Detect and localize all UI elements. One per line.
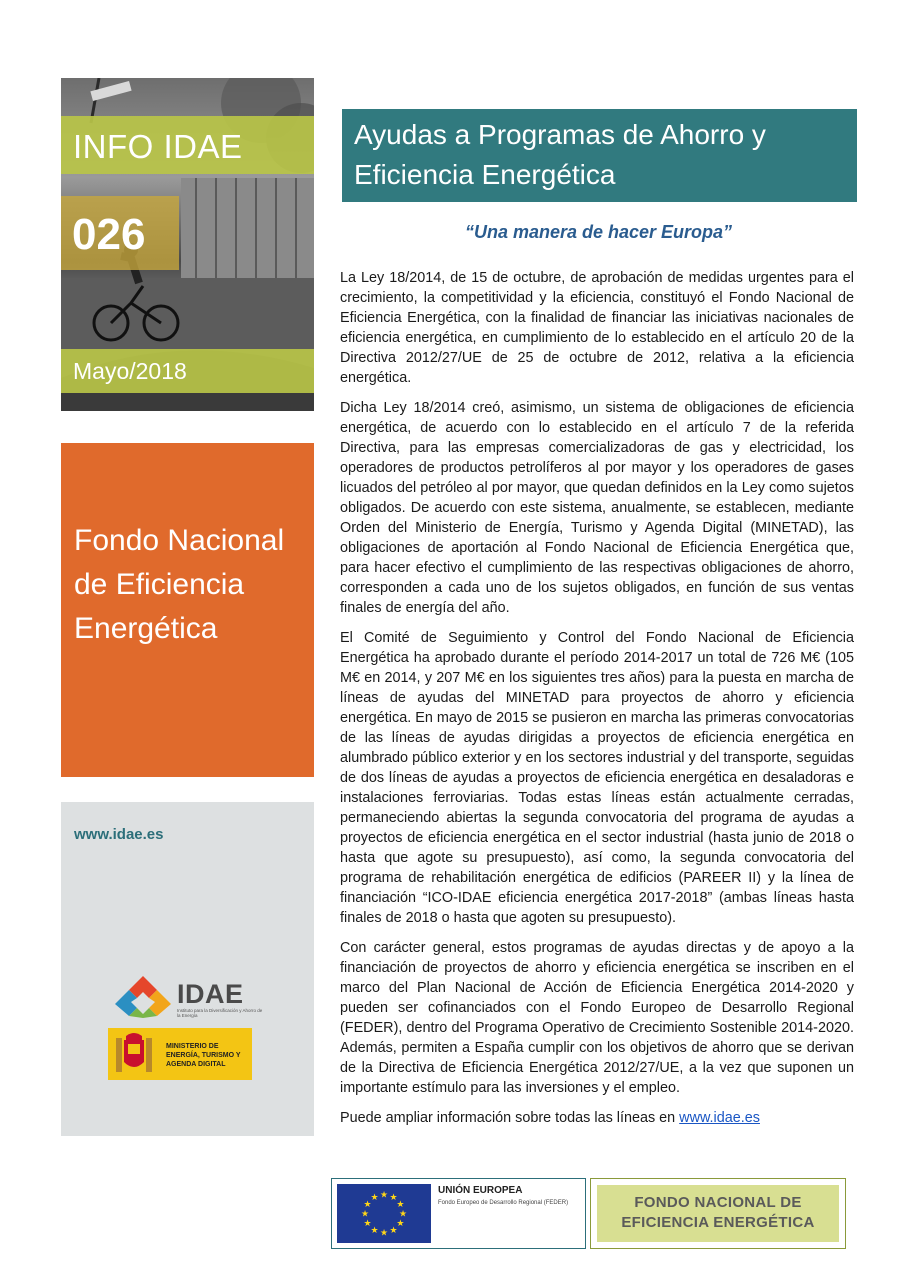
- fondo-nacional-logo: [590, 1178, 846, 1249]
- eu-star-icon: ★: [389, 1224, 398, 1235]
- ministerio-text: MINISTERIO DE ENERGÍA, TURISMO Y AGENDA DIGITAL: [166, 1043, 241, 1068]
- eu-subtitle: Fondo Europeo de Desarrollo Regional (FEDER): [438, 1200, 569, 1206]
- website-link[interactable]: www.idae.es: [74, 826, 164, 843]
- eu-star-icon: ★: [398, 1208, 408, 1219]
- paragraph-1: La Ley 18/2014, de 15 de octubre, de aprobación de medidas urgentes para el crecimiento, la competitividad y la eficiencia, constituyó el Fondo Nacional de Eficiencia Energética, con la finalidad de financiar las iniciativas nacionales de eficiencia energética, en cumplimiento de lo establecido en el artículo 20 de la Directiva 2012/27/UE de 25 de octubre de 2012, relativa a la eficiencia energética.: [340, 270, 854, 386]
- series-title: INFO IDAE: [73, 128, 243, 165]
- section-title: Fondo Nacional de Eficiencia Energética: [74, 524, 285, 645]
- article-body: [340, 268, 854, 1138]
- eu-star-icon: ★: [370, 1192, 379, 1203]
- page-title: Ayudas a Programas de Ahorro y Eficiencia Energética: [354, 119, 766, 190]
- eu-star-icon: ★: [389, 1192, 398, 1203]
- eu-logo: [331, 1178, 586, 1249]
- date-band: [61, 349, 314, 393]
- issue-number: 026: [72, 210, 146, 259]
- idae-logo-text: IDAE: [177, 979, 244, 1009]
- idae-emblem-icon: [113, 974, 173, 1018]
- issue-number-band: [61, 196, 179, 270]
- paragraph-4: Con carácter general, estos programas de ayudas directas y de apoyo a la financiación de proyectos de ahorro y eficiencia energética se inscriben en el marco del Plan Nacional de Acción de Eficiencia Energética 2014-2020 y pueden ser cofinanciados con el Fondo Europeo de Desarrollo Regional (FEDER), dentro del Programa Operativo de Crecimiento Sostenible 2014-2020. Además, permiten a España cumplir con los objetivos de ahorro que se derivan de la Directiva de Eficiencia Energética 2012/27/UE, a la vez que suponen un importante estímulo para las inversiones y el empleo.: [340, 940, 854, 1096]
- eu-star-icon: ★: [363, 1218, 372, 1228]
- eu-star-icon: ★: [363, 1199, 372, 1209]
- fondo-nacional-plate: [597, 1185, 839, 1242]
- series-band: [61, 116, 314, 174]
- sidebar-footer-box: [61, 802, 314, 1136]
- ministerio-logo: [108, 1028, 252, 1080]
- idae-logo: [113, 974, 263, 1020]
- eu-star-icon: ★: [370, 1224, 379, 1235]
- more-info-line: [340, 1108, 854, 1128]
- coat-of-arms-icon: [108, 1028, 160, 1080]
- fondo-line-2: EFICIENCIA ENERGÉTICA: [621, 1214, 815, 1231]
- motto: “Una manera de hacer Europa”: [464, 222, 733, 242]
- eu-star-icon: ★: [379, 1189, 389, 1200]
- header-box: [342, 109, 857, 202]
- eu-star-icon: ★: [396, 1199, 405, 1209]
- issue-date: Mayo/2018: [73, 358, 187, 384]
- idae-logo-subtitle: Instituto para la Diversificación y Ahorro de la Energía: [177, 1008, 263, 1018]
- eu-flag-icon: [337, 1184, 431, 1243]
- eu-star-icon: ★: [379, 1227, 389, 1238]
- eu-star-icon: ★: [396, 1218, 405, 1228]
- fondo-nacional-text: [597, 1193, 839, 1233]
- cover-photo: [61, 78, 314, 411]
- more-info-link[interactable]: www.idae.es: [679, 1110, 760, 1126]
- eu-star-icon: ★: [360, 1208, 370, 1219]
- eu-title: UNIÓN EUROPEA: [438, 1185, 523, 1196]
- more-info-text: Puede ampliar información sobre todas las líneas en: [340, 1110, 680, 1126]
- section-box: [61, 443, 314, 777]
- fondo-line-1: FONDO NACIONAL DE: [634, 1194, 802, 1211]
- paragraph-2: Dicha Ley 18/2014 creó, asimismo, un sistema de obligaciones de eficiencia energética, de acuerdo con lo establecido en el artículo 7 de la referida Directiva, para las empresas comercializadoras de gas y electricidad, los operadores de productos petrolíferos al por mayor y los operadores de gases licuados del petróleo al por mayor, que quedan definidos en la Ley como sujetos obligados. De acuerdo con este sistema, anualmente, se establecen, mediante Orden del Ministerio de Energía, Turismo y Agenda Digital (MINETAD), las obligaciones de aportación al Fondo Nacional de Eficiencia Energética que, para hacer efectivo el cumplimiento de las respectivas obligaciones de ahorro, corresponden a cada uno de los sujetos obligados, en función de sus ventas finales de energía del año.: [340, 400, 854, 616]
- paragraph-3: El Comité de Seguimiento y Control del Fondo Nacional de Eficiencia Energética ha aprobado durante el período 2014-2017 un total de 726 M€ (105 M€ en 2014, y 207 M€ en los siguientes tres años) para la puesta en marcha de líneas de ayudas del MINETAD para proyectos de ahorro y eficiencia energética. En mayo de 2015 se pusieron en marcha las primeras convocatorias de las líneas de ayudas dirigidas a proyectos de eficiencia energética en alumbrado público exterior y en los sectores industrial y del transporte, seguidas de dos líneas de ayudas a proyectos de eficiencia energética en desaladoras e instalaciones ferroviarias. Todas estas líneas están actualmente cerradas, permaneciendo abiertas la segunda convocatoria del programa de ayudas a proyectos de eficiencia energética en el sector industrial (hasta junio de 2018 o hasta que agote su presupuesto), así como, la segunda convocatoria del programa de rehabilitación energética de edificios (PAREER II) y la línea de financiación “ICO-IDAE eficiencia energética 2017-2018” (ambas líneas hasta finales de 2018 o hasta que agoten su presupuesto).: [340, 630, 854, 926]
